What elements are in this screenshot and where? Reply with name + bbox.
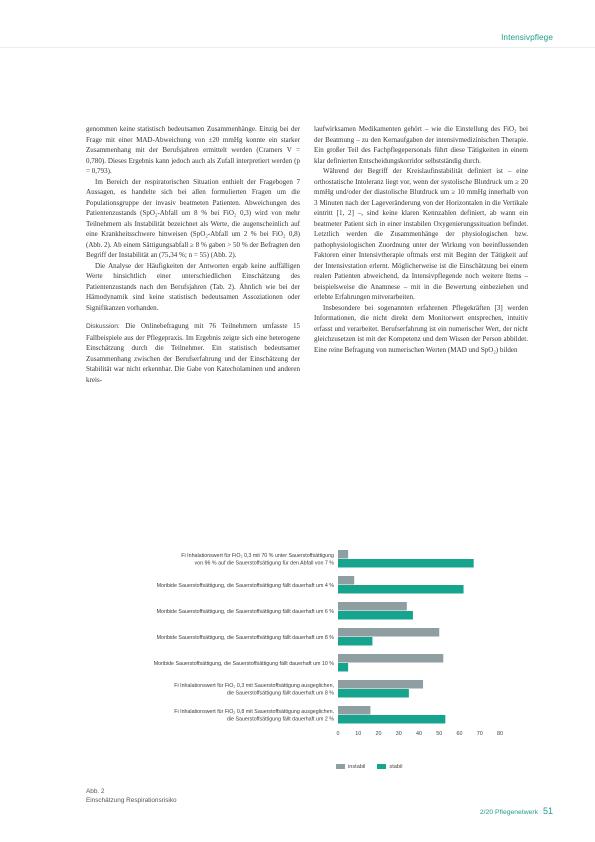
bar-stabil-2	[338, 611, 413, 620]
bar-stabil-0	[338, 559, 474, 568]
page-footer	[480, 806, 553, 816]
left-paragraph-2: Im Bereich der respiratorischen Situation enthielt der Fragebogen 7 Aussagen, es handelte sich bei allen formulierten Fragen um die Populationsgruppe der invasiv beatmeten Patienten. Abweichungen des Patientenzustands (SpO₂-Abfall um 8 % bei FiO₂ 0,3) wird von mehr Teilnehmern als Instabilität bezeichnet als Werte, die augenscheinlich auf eine Krankheitsschwere hinweisen (SpO₂-Abfall um 2 % bei FiO₂ 0,8) (Abb. 2). Ab einem Sättigungsabfall ≥ 8 % gaben > 50 % der Befragten den Begriff der Instabilität an (75,34 %; n = 55) (Abb. 2).	[86, 177, 300, 259]
discussion-text: Die Onlinebefragung mit 76 Teilnehmern umfasste 15 Fallbeispiele aus der Pflegepraxis. Im Ergebnis zeigte sich eine heterogene Einschätzung durch die Teilnehmer. Ein statistisch bedeutsamer Zusammenhang zwischen der Berufserfahrung und der Einschätzung der Stabilität war nicht erkennbar. Die Gabe von Katecholaminen und anderen kreis-	[86, 322, 300, 384]
page-number: 51	[542, 806, 553, 816]
bar-stabil-3	[338, 637, 372, 646]
category-label: Moribide Sauerstoffsättigung, die Sauerstoffsättigung fällt dauerhaft um 10 %	[153, 660, 334, 667]
category-label: Fi Inhalationswert für FiO₂ 0,3 mit Sauerstoffsättigung ausgeglichen,	[174, 683, 334, 690]
right-text-column	[314, 124, 528, 355]
section-label: Intensivpflege	[501, 33, 553, 42]
x-tick-label: 0	[336, 731, 340, 737]
respiration-chart	[80, 548, 520, 778]
legend-item-stabil	[377, 764, 402, 770]
x-tick-label: 50	[436, 731, 443, 737]
bar-instabil-1	[338, 576, 354, 585]
category-label: die Sauerstoffsättigung fällt dauerhaft um 8 %	[226, 690, 334, 697]
category-label: die Sauerstoffsättigung fällt dauerhaft um 2 %	[226, 716, 334, 723]
bar-instabil-6	[338, 706, 370, 715]
bar-instabil-3	[338, 628, 439, 637]
journal-name: 2/20 Pflegenetwerk	[479, 809, 539, 816]
bar-stabil-6	[338, 715, 445, 724]
x-tick-label: 80	[497, 731, 503, 737]
x-tick-label: 60	[456, 731, 463, 737]
category-label: Moribide Sauerstoffsättigung, die Sauerstoffsättigung fällt dauerhaft um 4 %	[156, 582, 334, 589]
bar-instabil-4	[338, 654, 443, 663]
category-label: Moribide Sauerstoffsättigung, die Sauerstoffsättigung fällt dauerhaft um 6 %	[156, 608, 334, 615]
legend-label-instabil: instabil	[348, 764, 366, 770]
bar-instabil-0	[338, 550, 348, 559]
bar-stabil-4	[338, 663, 348, 672]
x-tick-label: 70	[476, 731, 483, 737]
discussion-lead: Diskussion:	[86, 323, 120, 330]
right-paragraph-3: Insbesondere bei sogenannten erfahrenen Pflegekräften [3] werden Informationen, die nicht direkt dem Monitorwert entsprechen, intuitiv erfasst und verarbeitet. Berufserfahrung ist ein numerischer Wert, der nicht gleichzusetzen ist mit der Kompetenz und dem Wissen der Person abbildet. Eine reine Befragung von numerischen Werten (MAD und SpO₂) bilden	[314, 303, 528, 354]
x-tick-label: 10	[355, 731, 362, 737]
left-text-column	[86, 124, 300, 385]
chart-legend	[336, 764, 402, 770]
figure-caption	[86, 787, 177, 805]
legend-label-stabil: stabil	[389, 764, 403, 770]
legend-item-instabil	[336, 764, 365, 770]
caption-title: Einschätzung Respirationsrisiko	[86, 797, 177, 804]
left-paragraph-3: Die Analyse der Häufigkeiten der Antworten ergab keine auffälligen Werte hinsichtlich einer unterschiedlichen Einschätzung des Patientenzustands nach den Berufsjahren (Tab. 2). Ähnlich wie bei der Hämodynamik sind keine statistisch bedeutsamen Assoziationen oder Signifikanzen vorhanden.	[86, 261, 300, 312]
left-paragraph-1: genommen keine statistisch bedeutsamen Zusammenhänge. Einzig bei der Frage mit einer MAD-Abweichung von ±20 mmHg konnte ein starker Zusammenhang mit der Berufsjahren ermittelt werden (Cramers V = 0,780). Dieses Ergebnis kann jedoch auch als Zufall interpretiert werden (p = 0,793).	[86, 125, 300, 175]
header-rule	[0, 47, 595, 48]
caption-number: Abb. 2	[86, 788, 105, 795]
bar-stabil-1	[338, 585, 464, 594]
x-tick-label: 30	[395, 731, 402, 737]
legend-swatch-instabil	[336, 764, 345, 769]
category-label: Fi Inhalationswert für FiO₂ 0,8 mit Sauerstoffsättigung ausgeglichen,	[174, 709, 334, 716]
category-label: von 96 % auf die Sauerstoffsättigung für den Abfall von 7 %	[194, 560, 334, 567]
x-tick-label: 40	[416, 731, 422, 737]
left-paragraph-4	[86, 321, 300, 385]
right-paragraph-1: laufwirksamen Medikamenten gehört – wie die Einstellung des FiO₂ bei der Beatmung – zu den Kernaufgaben der intensivmedizinischen Therapie. Ein großer Teil des Fachpflegepersonals führt diese Tätigkeiten in einem klar definierten Entscheidungskorridor selbstständig durch.	[314, 125, 528, 165]
right-paragraph-2: Während der Begriff der Kreislaufinstabilität definiert ist – eine orthostatische Intoleranz liegt vor, wenn der systolische Blutdruck um ≥ 20 mmHg und/oder der diastolische Blutdruck um ≥ 10 mmHg innerhalb von 3 Minuten nach der Lageveränderung von der Horizontalen in die Vertikale eintritt [1, 2] –, sind keine klaren Kennzahlen definiert, ab wann ein beatmeter Patient sich in einer instabilen Oxygenierungssituation befindet. Letztlich werden die Zusammenhänge der physiologischen bzw. pathophysiologischen Zuordnung unter der Wirkung von beeinflussenden Faktoren einer Intensivtherapie oftmals erst mit Beginn der Tätigkeit auf der Intensivstation erlernt. Möglicherweise ist die Einschätzung bei einem realen Patienten abweichend, da Intensivpflegende noch weitere Items – beispielsweise die Anamnese – mit in die Bewertung einbeziehen und erlebte Erfahrungen mitverarbeiten.	[314, 167, 528, 301]
category-label: Fi Inhalationswert für FiO₂ 0,3 mit 70 % unter Sauerstoffsättigung	[181, 553, 334, 560]
chart-svg	[80, 548, 520, 778]
bar-instabil-2	[338, 602, 407, 611]
x-tick-label: 20	[375, 731, 382, 737]
legend-swatch-stabil	[377, 764, 386, 769]
bar-stabil-5	[338, 689, 409, 698]
bar-instabil-5	[338, 680, 423, 689]
category-label: Moribide Sauerstoffsättigung, die Sauerstoffsättigung fällt dauerhaft um 8 %	[156, 634, 334, 641]
